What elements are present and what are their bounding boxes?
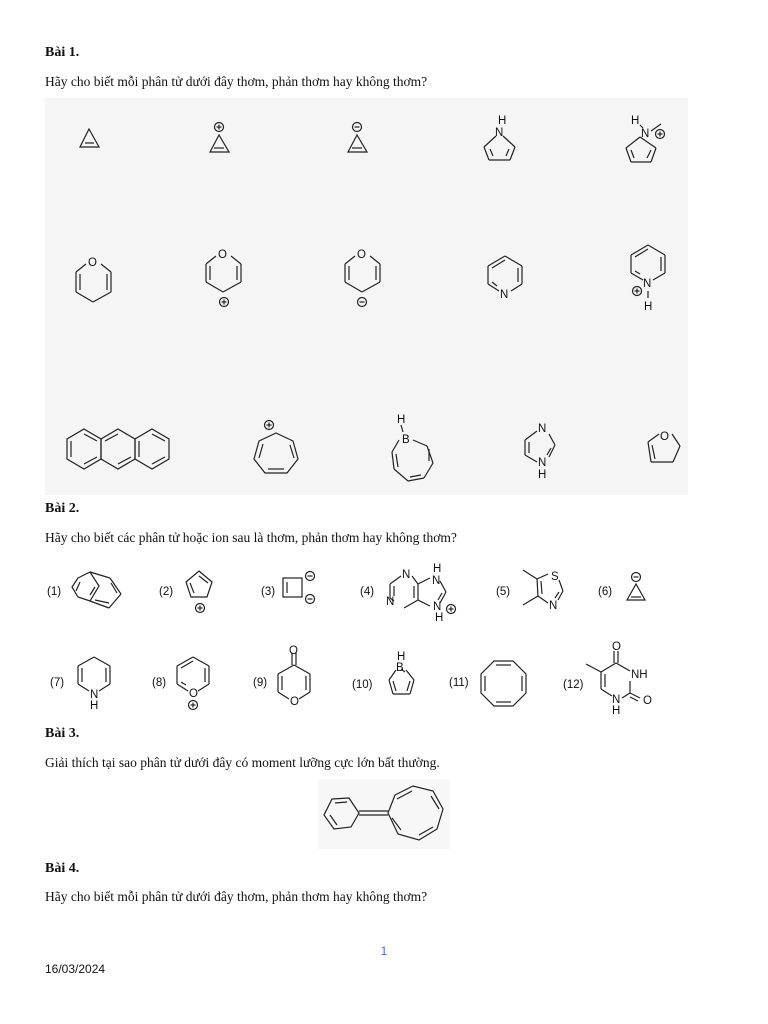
cyclobutadiene-dianion xyxy=(283,572,315,604)
footer-date: 16/03/2024 xyxy=(45,962,106,976)
compound-number: (8) xyxy=(152,677,167,689)
atom-label: N xyxy=(549,600,558,612)
cyclopropenyl-anion-2 xyxy=(627,573,645,601)
atom-label: O xyxy=(218,249,227,261)
atom-label: O xyxy=(290,696,299,708)
atom-label: N xyxy=(538,457,547,469)
dihydropyridine xyxy=(78,657,110,691)
cyclooctatetraene xyxy=(481,661,526,706)
cyclopentadienyl-cation xyxy=(186,571,212,613)
atom-label: H xyxy=(644,301,653,313)
atom-label: N xyxy=(402,569,411,581)
atom-label: NH xyxy=(631,669,648,681)
compound-number: (3) xyxy=(261,586,276,598)
atom-label: H xyxy=(498,115,507,127)
bai1-title: Bài 1. xyxy=(45,45,80,60)
compound-number: (12) xyxy=(563,679,584,691)
atom-label: H xyxy=(435,612,444,624)
atom-label: H xyxy=(433,563,442,575)
bai1-question: Hãy cho biết mỗi phân tử dưới đây thơm, phản thơm hay không thơm? xyxy=(45,74,428,89)
bai3-title: Bài 3. xyxy=(45,726,80,741)
atom-label: H xyxy=(612,705,621,717)
purinium xyxy=(390,576,456,614)
atom-label: N xyxy=(432,575,441,587)
atom-label: O xyxy=(189,688,198,700)
atom-label: O xyxy=(88,257,97,269)
atom-label: N xyxy=(386,596,395,608)
compound-number: (4) xyxy=(360,586,375,598)
atom-label: O xyxy=(357,249,366,261)
atom-label: N xyxy=(612,694,621,706)
atom-label: O xyxy=(612,641,621,653)
atom-label: N xyxy=(500,289,509,301)
atom-label: N xyxy=(90,689,99,701)
bai2-title: Bài 2. xyxy=(45,501,80,516)
pyrylium xyxy=(177,657,209,710)
4-pyranone xyxy=(278,653,310,699)
atom-label: N xyxy=(433,601,442,613)
atom-label: H xyxy=(397,414,406,426)
compound-number: (1) xyxy=(47,586,62,598)
compound-number: (10) xyxy=(352,679,373,691)
atom-label: N xyxy=(641,128,650,140)
atom-label: B xyxy=(396,662,404,674)
compound-number: (6) xyxy=(598,586,613,598)
atom-label: N xyxy=(538,423,547,435)
sesquifulvalene xyxy=(318,779,450,849)
atom-label: B xyxy=(402,434,410,446)
compound-number: (11) xyxy=(449,677,469,689)
atom-label: H xyxy=(538,469,547,481)
atom-label: O xyxy=(643,695,652,707)
atom-label: O xyxy=(289,645,298,657)
bai4-title: Bài 4. xyxy=(45,861,80,876)
atom-label: H xyxy=(631,115,640,127)
atom-label: O xyxy=(660,431,669,443)
atom-label: H xyxy=(90,700,99,712)
atom-label: N xyxy=(643,278,652,290)
bai2-question: Hãy cho biết các phân tử hoặc ion sau là thơm, phản thơm hay không thơm? xyxy=(45,530,457,545)
atom-label: S xyxy=(551,571,559,583)
compound-number: (5) xyxy=(496,586,511,598)
sesquifulvalene-panel xyxy=(318,779,450,849)
compound-number: (2) xyxy=(159,586,174,598)
compound-number: (9) xyxy=(253,677,268,689)
page-number: 1 xyxy=(380,944,388,958)
pentalene xyxy=(72,572,121,608)
bai3-question: Giải thích tại sao phân tử dưới đây có moment lưỡng cực lớn bất thường. xyxy=(45,755,440,770)
bai4-question: Hãy cho biết mỗi phân tử dưới đây thơm, phản thơm hay không thơm? xyxy=(45,889,428,904)
atom-label: H xyxy=(397,651,406,663)
atom-label: N xyxy=(495,127,504,139)
compound-number: (7) xyxy=(50,677,65,689)
